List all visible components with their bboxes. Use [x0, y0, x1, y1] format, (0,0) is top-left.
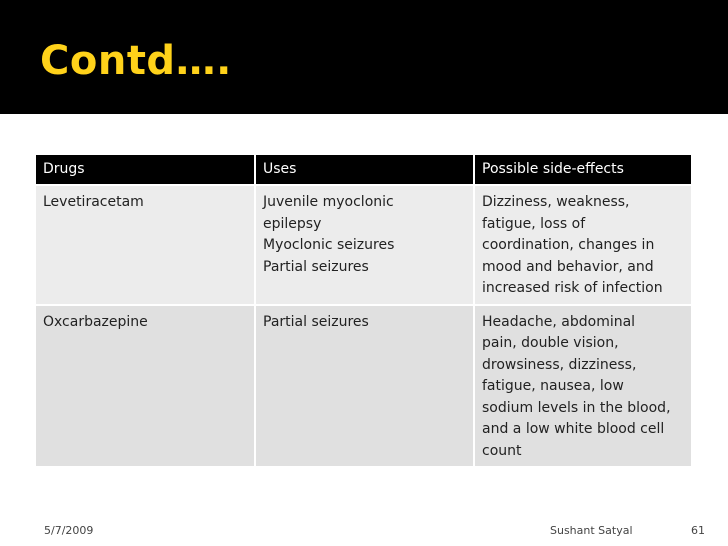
footer-author: Sushant Satyal: [550, 524, 633, 537]
side-effects-line: sodium levels in the blood,: [482, 399, 671, 416]
side-effects-line: pain, double vision,: [482, 335, 619, 351]
side-effects-line: fatigue, loss of: [482, 215, 586, 232]
table-row: [36, 305, 691, 467]
uses-line: Partial seizures: [263, 313, 369, 330]
header-uses: Uses: [255, 155, 474, 185]
drug-cell: Levetiracetam: [36, 185, 255, 305]
header-side-effects: Possible side-effects: [474, 155, 691, 185]
side-effects-line: and a low white blood cell: [482, 421, 665, 437]
side-effects-line: Dizziness, weakness,: [482, 194, 630, 210]
slide-title: Contd….: [40, 38, 232, 84]
side-effects-line: mood and behavior, and: [482, 258, 654, 275]
side-effects-cell: [474, 185, 691, 305]
header-drugs: Drugs: [36, 155, 255, 185]
side-effects-cell: [474, 305, 691, 467]
uses-line: Partial seizures: [263, 258, 369, 275]
uses-cell: [255, 305, 474, 467]
table-row: [36, 185, 691, 305]
footer-page-number: 61: [691, 524, 705, 537]
side-effects-line: fatigue, nausea, low: [482, 378, 624, 394]
uses-cell: [255, 185, 474, 305]
uses-line: epilepsy: [263, 215, 322, 232]
drug-cell: Oxcarbazepine: [36, 305, 255, 467]
drug-table: [36, 155, 691, 466]
side-effects-line: Headache, abdominal: [482, 313, 636, 330]
side-effects-line: count: [482, 442, 522, 459]
uses-line: Juvenile myoclonic: [263, 194, 394, 210]
table-header-row: [36, 155, 691, 185]
side-effects-line: coordination, changes in: [482, 237, 655, 253]
footer-date: 5/7/2009: [44, 524, 94, 537]
side-effects-line: drowsiness, dizziness,: [482, 356, 637, 373]
uses-line: Myoclonic seizures: [263, 237, 395, 253]
side-effects-line: increased risk of infection: [482, 280, 663, 296]
